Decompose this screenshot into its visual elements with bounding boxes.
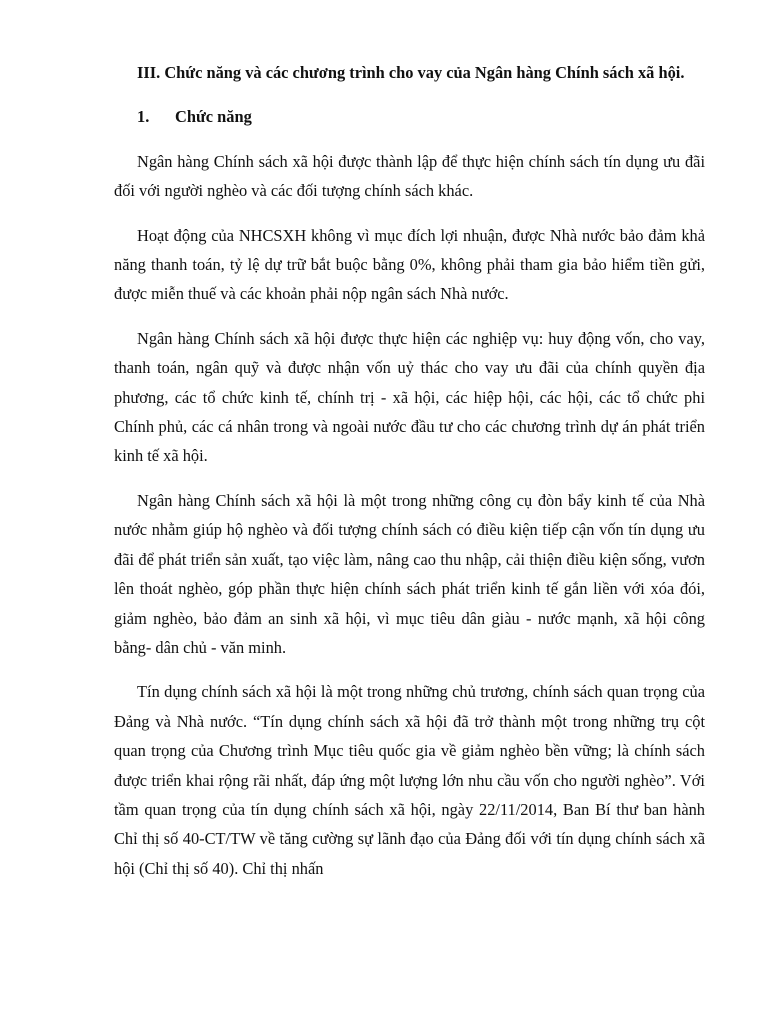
section-title: Chức năng <box>175 107 252 127</box>
paragraph-establishment: Ngân hàng Chính sách xã hội được thành lập để thực hiện chính sách tín dụng ưu đãi đối với người nghèo và các đối tượng chính sách khác. <box>114 151 705 201</box>
document-page <box>114 58 705 898</box>
section-number: 1. <box>137 107 150 127</box>
paragraph-role: Ngân hàng Chính sách xã hội là một trong những công cụ đòn bẩy kinh tế của Nhà nước nhằm giúp hộ nghèo và đối tượng chính sách có điều kiện tiếp cận vốn tín dụng ưu đãi để phát triển sản xuất, tạo việc làm, nâng cao thu nhập, cải thiện điều kiện sống, vươn lên thoát nghèo, góp phần thực hiện chính sách phát triển kinh tế gắn liền với xóa đói, giảm nghèo, bảo đảm an sinh xã hội, vì mục tiêu dân giàu - nước mạnh, xã hội công bằng- dân chủ - văn minh. <box>114 490 705 657</box>
paragraph-operation: Hoạt động của NHCSXH không vì mục đích lợi nhuận, được Nhà nước bảo đảm khả năng thanh toán, tỷ lệ dự trữ bắt buộc bằng 0%, không phải tham gia bảo hiểm tiền gửi, được miễn thuế và các khoản phải nộp ngân sách Nhà nước. <box>114 225 705 304</box>
section-heading <box>114 102 705 131</box>
paragraph-services: Ngân hàng Chính sách xã hội được thực hiện các nghiệp vụ: huy động vốn, cho vay, thanh toán, ngân quỹ và được nhận vốn uỷ thác cho vay ưu đãi của chính quyền địa phương, các tổ chức kinh tế, chính trị - xã hội, các hiệp hội, các hội, các tổ chức phi Chính phủ, các cá nhân trong và ngoài nước đầu tư cho các chương trình dự án phát triển kinh tế xã hội. <box>114 328 705 466</box>
paragraph-policy-credit: Tín dụng chính sách xã hội là một trong những chủ trương, chính sách quan trọng của Đảng và Nhà nước. “Tín dụng chính sách xã hội đã trở thành một trong những trụ cột quan trọng của Chương trình Mục tiêu quốc gia về giảm nghèo bền vững; là chính sách được triển khai rộng rãi nhất, đáp ứng một lượng lớn nhu cầu vốn cho người nghèo”. Với tầm quan trọng của tín dụng chính sách xã hội, ngày 22/11/2014, Ban Bí thư ban hành Chỉ thị số 40-CT/TW về tăng cường sự lãnh đạo của Đảng đối với tín dụng chính sách xã hội (Chỉ thị số 40). Chỉ thị nhấn <box>114 682 705 878</box>
document-heading: III. Chức năng và các chương trình cho vay của Ngân hàng Chính sách xã hội. <box>137 63 685 82</box>
